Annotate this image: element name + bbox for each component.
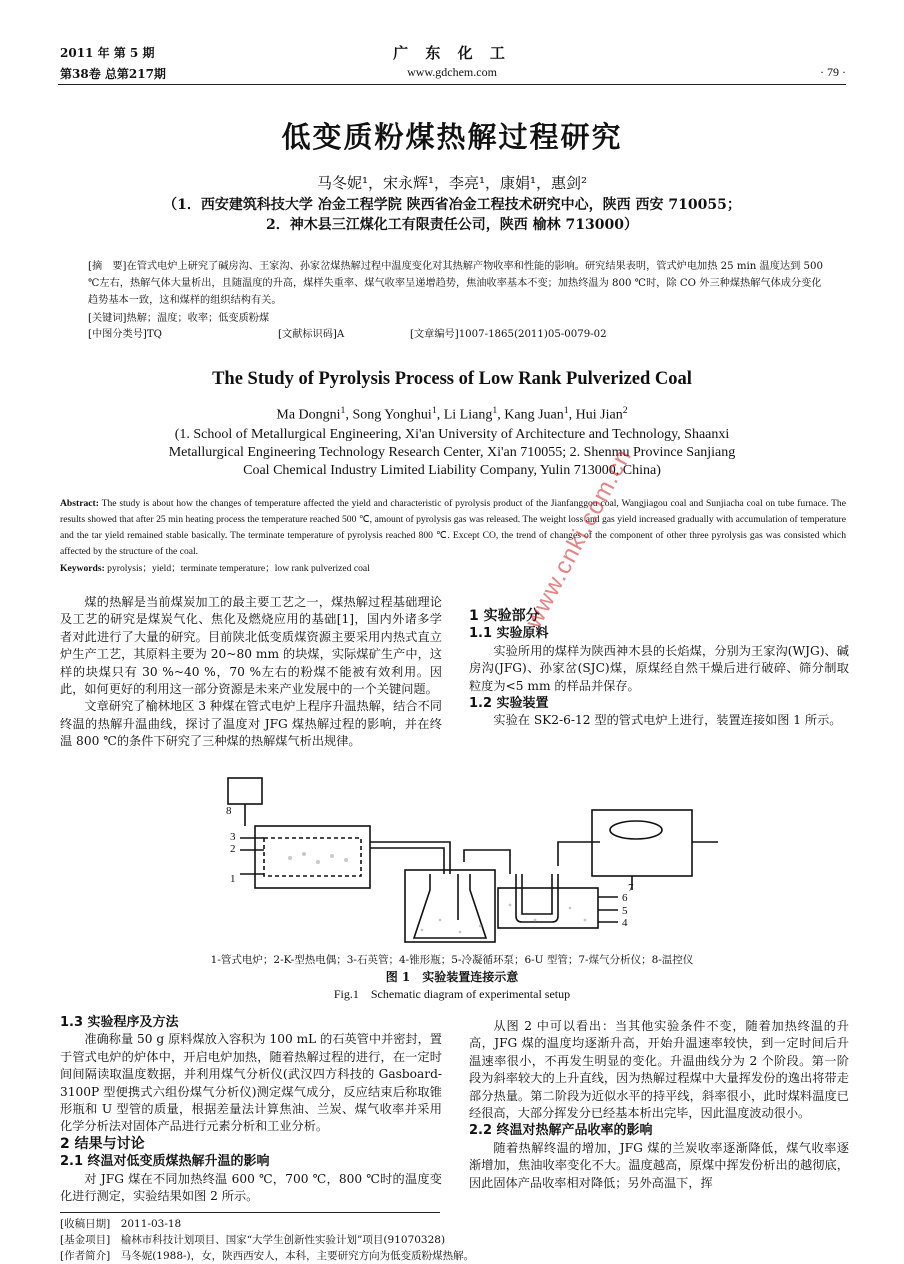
watermark: www.cnki.com.cn [520,444,638,633]
author-sup: 2 [622,405,628,416]
affiliation-en-3: Coal Chemical Industry Limited Liability Company, Yulin 713000, China) [243,463,661,478]
abstract-en-text: The study is about how the changes of temperature affected the yield and characteristic of pyrolysis product of the Jianfanggou coal, Wangjiagou coal and Sunjiacha coal on tube furnace. The results showed that after 25 min heating process the temperature reached 500 ℃, amount of pyrolysis gas was released. The weight loss and gas yield increased gradually with accumulation of temperature and the tar yield remained stable basically. The terminate temperature of pyrolysis reached 800 ℃. Except CO, the trend of changes of the component of other three pyrolysis gas was consisted which affected by the structure of the coal. [60,498,846,557]
authors-en: Ma Dongni$^1$, Song Yonghui$^1$, Li Liang$^1$, Kang Juan$^1$, Hui Jian$^2$ [276,405,628,423]
section-2-2-text: 随着热解终温的增加，JFG 煤的兰炭收率逐渐降低，煤气收率逐渐增加，焦油收率变化不大。温度越高，原煤中挥发份析出的越彻底，因此固体产品收率相对降低；另外高温下，挥 [469,1140,849,1190]
journal-name: 广 东 化 工 [393,44,511,62]
document-code: [文献标识码]A [278,329,345,340]
section-1-2-text: 实验在 SK2-6-12 型的管式电炉上进行，装置连接如图 1 所示。 [493,713,842,728]
title-en: The Study of Pyrolysis Process of Low Rank Pulverized Coal [212,369,692,389]
author-sup: 1 [492,405,498,416]
abstract-cn: [摘 要]在管式电炉上研究了碱房沟、王家沟、孙家岔煤热解过程中温度变化对其热解产物收率和性能的影响。研究结果表明，管式炉电加热 25 min 温度达到 500 ℃左右，热解气体大量析出，且随温度的升高，煤样失重率、煤气收率呈递增趋势，焦油收率基本不变；加热终温为 800 ℃时，除 CO 外三种煤热解气体成分变化趋势基本一致，这和煤样的组织结构有关。 [88,261,823,306]
section-2-2-title: 2.2 终温对热解产品收率的影响 [469,1123,653,1139]
gas-analyzer [592,810,692,876]
section-2-1-text: 对 JFG 煤在不同加热终温 600 ℃，700 ℃，800 ℃时的温度变化进行测定，实验结果如图 2 所示。 [60,1171,442,1204]
author-sup: 1 [431,405,437,416]
label-2: 2 [230,843,236,855]
footnotes [60,1216,860,1264]
keywords-en-text: pyrolysis；yield；terminate temperature；low rank pulverized coal [107,563,370,574]
issue-info: 2011 年 第 5 期 [60,46,155,60]
author-sup: 1 [563,405,569,416]
author-en: Ma Dongni [276,407,341,423]
fund-project: [基金项目] 榆林市科技计划项目、国家“大学生创新性实验计划”项目(91070328) [60,1234,446,1246]
author-en: Kang Juan [504,407,564,423]
abstract-en [60,496,846,560]
page-number: · 79 · [820,65,846,79]
cooling-bath [405,870,495,942]
affiliation-en-2: Metallurgical Engineering Technology Research Center, Xi'an 710055; 2. Shenmu Province Sanjiang [168,445,736,460]
section-1-title: 1 实验部分 [469,608,540,624]
experimental-setup-diagram [200,770,720,950]
keywords-cn: [关键词]热解；温度；收率；低变质粉煤 [88,313,270,324]
label-1: 1 [230,873,236,885]
label-5: 5 [622,905,628,917]
classification-row [88,326,824,343]
intro-paragraph-2: 文章研究了榆林地区 3 种煤在管式电炉上程序升温热解，结合不同终温的热解升温曲线，探讨了温度对 JFG 煤热解过程的影响，并在终温 800 ℃的条件下研究了三种煤的热解煤气析出规律。 [60,699,442,749]
section-2-1-text-2: 从图 2 中可以看出：当其他实验条件不变，随着加热终温的升高，JFG 煤的温度均逐渐升高，开始升温速率较快，到一定时间后升温速率很小，不再发生明显的变化。升温曲线分为 2 个阶段。第一阶段为斜率较大的上升直线，因为热解过程煤中大量挥发份的逸出将带走部分热量。第二阶段为近似水平的持平线，斜率很小，此时煤料温度已经很高，大部分挥发分已经基本析出完毕，因此温度波动很小。 [469,1019,849,1121]
abstract-en-label: Abstract: [60,498,99,509]
header-rule [58,84,846,85]
volume-info: 第38卷 总第217期 [60,67,166,81]
clc-number: [中图分类号]TQ [88,329,163,340]
title-cn: 低变质粉煤热解过程研究 [281,120,623,154]
section-1-2-title: 1.2 实验装置 [469,696,549,712]
author-en: Li Liang [443,407,493,423]
journal-website: www.gdchem.com [407,65,497,79]
author-en: Hui Jian [575,407,623,423]
section-1-3-title: 1.3 实验程序及方法 [60,1015,179,1030]
section-1-1-text: 实验所用的煤样为陕西神木县的长焰煤，分别为王家沟(WJG)、碱房沟(JFG)、孙家岔(SJC)煤，原煤经自然干燥后进行破碎、筛分制取粒度为<5 mm 的样品并保存。 [469,643,849,693]
figure-caption-cn: 图 1 实验装置连接示意 [385,970,519,984]
method-column [60,1014,442,1205]
keywords-en [60,561,846,577]
figure-legend: 1-管式电炉；2-K-型热电偶；3-石英管；4-锥形瓶；5-冷凝循环泵；6-U 型管；7-煤气分析仪；8-温控仪 [210,954,694,966]
conical-flask [414,874,486,938]
affiliation-cn-2: 2．神木县三江煤化工有限责任公司，陕西 榆林 713000） [266,217,638,233]
keywords-en-label: Keywords: [60,563,105,574]
results-column [469,1018,849,1192]
affiliations-en [40,426,864,480]
intro-paragraph-1: 煤的热解是当前煤炭加工的最主要工艺之一，煤热解过程基础理论及工艺的研究是煤炭气化、焦化及燃烧应用的基础[1]，国内外诸多学者对此进行了大量的研究。目前陕北低变质煤资源主要采用内热式直立炉生产工艺，其原料主要为 20~80 mm 的块煤，实际煤矿生产中，这样的块煤只有 30 %~40 %，70 %左右的粉煤不能被有效利用。因此，如何更好的利用这一部分资源是未来产业发展中的一个关键问题。 [60,595,442,697]
section-1-1-title: 1.1 实验原料 [469,626,549,642]
author-sup: 1 [340,405,346,416]
label-4: 4 [622,917,628,929]
received-date: [收稿日期] 2011-03-18 [60,1218,182,1230]
affiliation-en-1: (1. School of Metallurgical Engineering, Xi'an University of Architecture and Technology, Shaanxi [174,427,730,442]
label-3: 3 [230,831,236,843]
figure-caption-en: Fig.1 Schematic diagram of experimental setup [333,987,571,1001]
temperature-controller [228,778,262,804]
label-6: 6 [622,892,628,904]
article-number: [文章编号]1007-1865(2011)05-0079-02 [410,329,607,340]
label-8: 8 [226,805,232,817]
footnote-rule [60,1212,440,1213]
figure-label-7: 7 [628,882,634,894]
affiliation-cn-1: （1．西安建筑科技大学 冶金工程学院 陕西省冶金工程技术研究中心，陕西 西安 710055； [163,197,741,213]
affiliations-cn [40,195,864,235]
section-2-title: 2 结果与讨论 [60,1135,145,1152]
authors-cn: 马冬妮¹，宋永辉¹，李亮¹，康娟¹，惠剑² [316,174,588,192]
tube-furnace [255,826,370,888]
section-2-1-title: 2.1 终温对低变质煤热解升温的影响 [60,1154,270,1170]
intro-column [60,594,442,751]
quartz-tube [264,838,361,876]
section-1-3-text: 准确称量 50 g 原料煤放入容积为 100 mL 的石英管中并密封，置于管式电炉的炉体中，开启电炉加热，随着热解过程的进行，在一定时间间隔读取温度数据，并利用煤气分析仪(武汉四方科技的 Gasboard-3100P 型便携式六组份煤气分析仪)测定煤气成分，反应结束后称取锥形瓶和 U 型管的质量，根据差量法计算焦油、兰炭、煤气收率并采用化学分析法对固体产品进行元素分析和工业分析。 [60,1032,442,1134]
author-en: Song Yonghui [352,407,432,423]
author-bio: [作者简介] 马冬妮(1988-)，女，陕西西安人，本科，主要研究方向为低变质粉煤热解。 [60,1250,475,1262]
